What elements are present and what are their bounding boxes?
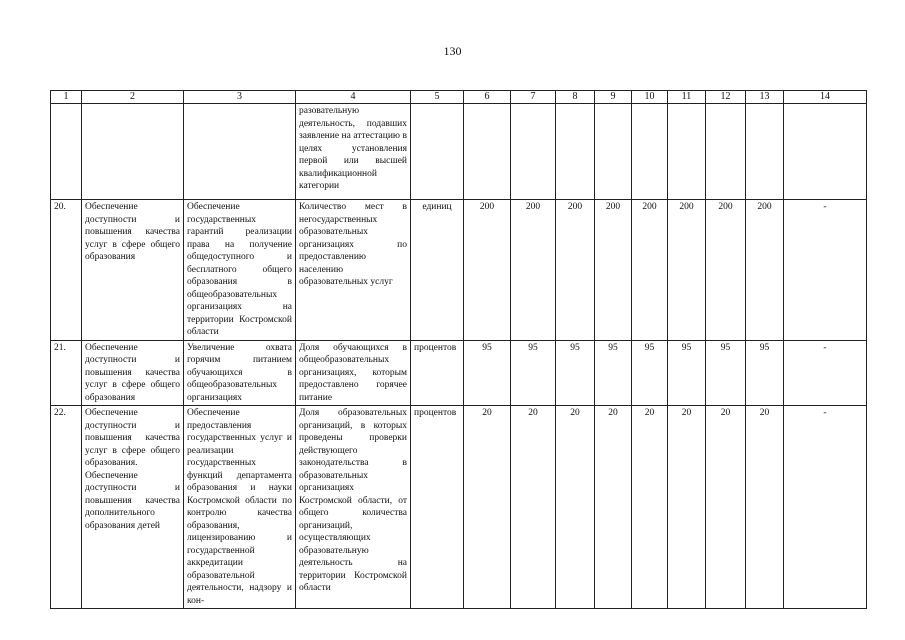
- column-header: 11: [668, 91, 706, 104]
- value-cell: 200: [668, 200, 706, 341]
- note-cell: -: [784, 200, 867, 341]
- value-cell: [668, 104, 706, 200]
- unit-cell: процентов: [411, 340, 464, 406]
- task-cell: Обеспечение предоставления государственных услуг и реализации государственных функций департамента образования и науки Костромской области по контролю качества образования, лицензированию и государственной аккредитации образовательной деятельности, надзору и кон-: [184, 406, 296, 609]
- value-cell: 95: [746, 340, 784, 406]
- column-header: 13: [746, 91, 784, 104]
- column-header: 12: [706, 91, 746, 104]
- value-cell: 20: [746, 406, 784, 609]
- value-cell: [706, 104, 746, 200]
- value-cell: 200: [595, 200, 632, 341]
- indicator-cell: разовательную деятельность, подавших заявление на аттестацию в целях установления первой или высшей квалификационной категории: [296, 104, 411, 200]
- unit-cell: [411, 104, 464, 200]
- column-header: 14: [784, 91, 867, 104]
- row-number: [51, 104, 82, 200]
- note-cell: -: [784, 340, 867, 406]
- goal-cell: Обеспечение доступности и повышения качества услуг в сфере общего образования: [82, 200, 184, 341]
- value-cell: 20: [556, 406, 595, 609]
- column-header: 1: [51, 91, 82, 104]
- value-cell: 200: [464, 200, 511, 341]
- column-header: 2: [82, 91, 184, 104]
- task-cell: Обеспечение государственных гарантий реализации права на получение общедоступного и бесплатного общего образования в общеобразовательных организациях на территории Костромской области: [184, 200, 296, 341]
- note-cell: -: [784, 406, 867, 609]
- row-number: 21.: [51, 340, 82, 406]
- table-row: [51, 406, 867, 609]
- value-cell: 200: [746, 200, 784, 341]
- note-cell: [784, 104, 867, 200]
- row-number: 20.: [51, 200, 82, 341]
- value-cell: [464, 104, 511, 200]
- value-cell: [632, 104, 668, 200]
- task-cell: Увеличение охвата горячим питанием обучающихся в общеобразовательных организациях: [184, 340, 296, 406]
- value-cell: 20: [632, 406, 668, 609]
- column-number-row: [51, 91, 867, 104]
- value-cell: [595, 104, 632, 200]
- column-header: 9: [595, 91, 632, 104]
- value-cell: 200: [556, 200, 595, 341]
- column-header: 4: [296, 91, 411, 104]
- value-cell: [511, 104, 556, 200]
- value-cell: 20: [706, 406, 746, 609]
- indicator-cell: Количество мест в негосударственных образовательных организациях по предоставлению населению образовательных услуг: [296, 200, 411, 341]
- value-cell: 95: [706, 340, 746, 406]
- value-cell: 200: [706, 200, 746, 341]
- column-header: 8: [556, 91, 595, 104]
- value-cell: 95: [668, 340, 706, 406]
- column-header: 10: [632, 91, 668, 104]
- goal-cell: [82, 104, 184, 200]
- value-cell: 20: [464, 406, 511, 609]
- value-cell: 95: [595, 340, 632, 406]
- value-cell: 200: [511, 200, 556, 341]
- value-cell: 20: [668, 406, 706, 609]
- value-cell: 95: [632, 340, 668, 406]
- value-cell: [746, 104, 784, 200]
- goal-cell: Обеспечение доступности и повышения качества услуг в сфере общего образования: [82, 340, 184, 406]
- table-row: [51, 200, 867, 341]
- value-cell: 95: [511, 340, 556, 406]
- indicator-cell: Доля образовательных организаций, в которых проведены проверки действующего законодательства в образовательных организациях Костромской области, от общего количества организаций, осуществляющих образовательную деятельность на территории Костромской области: [296, 406, 411, 609]
- value-cell: 95: [556, 340, 595, 406]
- indicators-table: [50, 90, 867, 609]
- indicator-cell: Доля обучающихся в общеобразовательных организациях, которым предоставлено горячее питание: [296, 340, 411, 406]
- page-number: 130: [443, 44, 462, 58]
- value-cell: [556, 104, 595, 200]
- column-header: 3: [184, 91, 296, 104]
- value-cell: 20: [595, 406, 632, 609]
- column-header: 7: [511, 91, 556, 104]
- table-row: [51, 104, 867, 200]
- unit-cell: процентов: [411, 406, 464, 609]
- table-row: [51, 340, 867, 406]
- task-cell: [184, 104, 296, 200]
- column-header: 5: [411, 91, 464, 104]
- value-cell: 20: [511, 406, 556, 609]
- unit-cell: единиц: [411, 200, 464, 341]
- goal-cell: Обеспечение доступности и повышения качества услуг в сфере общего образования. Обеспечение доступности и повышения качества дополнительного образования детей: [82, 406, 184, 609]
- value-cell: 95: [464, 340, 511, 406]
- column-header: 6: [464, 91, 511, 104]
- row-number: 22.: [51, 406, 82, 609]
- value-cell: 200: [632, 200, 668, 341]
